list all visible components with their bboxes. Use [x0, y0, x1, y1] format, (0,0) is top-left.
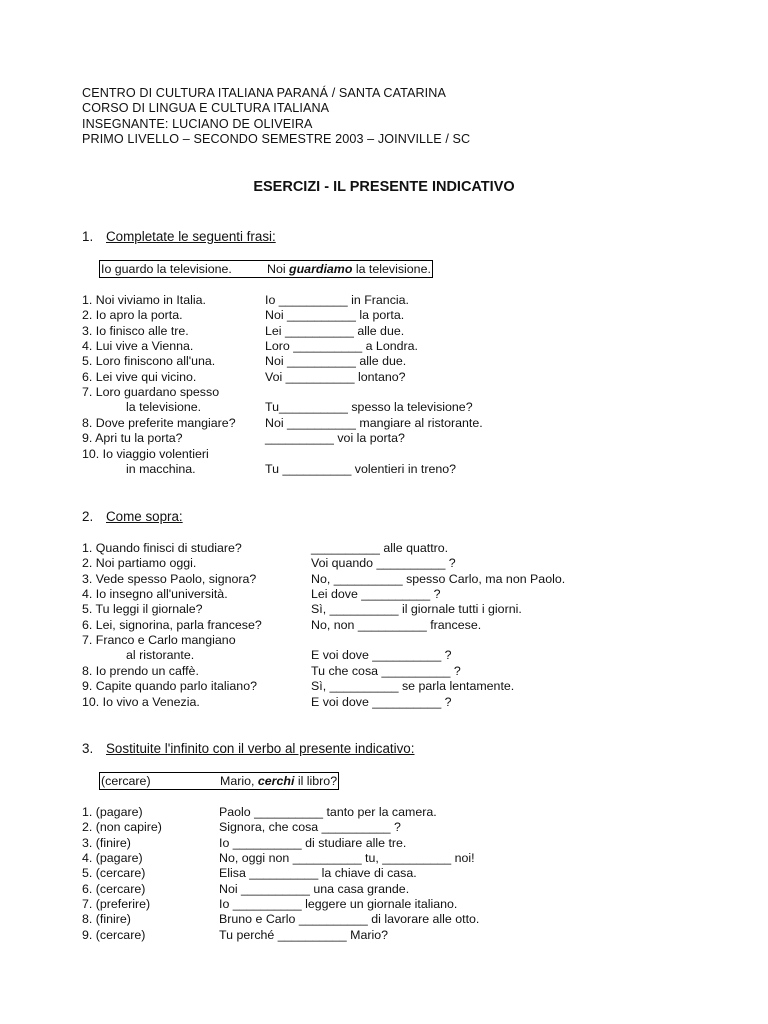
exercise-answer-line: Voi __________ lontano?	[265, 369, 406, 384]
example-3-right-after: il libro?	[294, 774, 338, 788]
exercise-prompt: 2. Io apro la porta.	[82, 308, 183, 323]
exercise-prompt: 9. Capite quando parlo italiano?	[82, 679, 257, 694]
exercise-prompt: 1. Noi viviamo in Italia.	[82, 293, 206, 307]
exercise-answer-line: No, oggi non __________ tu, __________ noi!	[219, 851, 475, 866]
section-1-heading	[82, 229, 276, 244]
exercise-answer-line: Tu__________ spesso la televisione?	[265, 400, 473, 415]
exercise-answer-line: Signora, che cosa __________ ?	[219, 820, 401, 835]
exercise-prompt: 8. (finire)	[82, 912, 131, 927]
section-1-title: Completate le seguenti frasi:	[106, 229, 276, 244]
section-2-number: 2.	[82, 509, 94, 524]
section-3-example-box	[99, 772, 339, 790]
exercise-prompt: 4. (pagare)	[82, 851, 143, 866]
exercise-answer-line: E voi dove __________ ?	[311, 648, 452, 663]
example-3-right-before: Mario,	[220, 774, 258, 788]
exercise-answer-line: Voi quando __________ ?	[311, 556, 456, 571]
exercise-answer-line: Tu __________ volentieri in treno?	[265, 461, 457, 476]
section-3-heading	[82, 741, 414, 756]
exercise-answer-line: Noi __________ alle due.	[265, 354, 407, 369]
exercise-prompt: 9. (cercare)	[82, 927, 146, 942]
exercise-answer-line: No, non __________ francese.	[311, 617, 482, 632]
exercise-answer-line: Tu che cosa __________ ?	[311, 663, 461, 678]
exercise-answer-line: Io __________ in Francia.	[265, 293, 409, 307]
section-1-example-box	[99, 260, 433, 278]
exercise-answer-line: Noi __________ la porta.	[265, 308, 405, 323]
exercise-prompt: 2. Noi partiamo oggi.	[82, 556, 197, 571]
exercise-answer-line: Paolo __________ tanto per la camera.	[219, 805, 437, 819]
exercise-prompt: 2. (non capire)	[82, 820, 162, 835]
exercise-prompt: 1. (pagare)	[82, 805, 143, 819]
exercise-prompt: 3. Vede spesso Paolo, signora?	[82, 571, 257, 586]
exercise-answer-line: Bruno e Carlo __________ di lavorare alle otto.	[219, 912, 480, 927]
exercise-prompt: 1. Quando finisci di studiare?	[82, 541, 242, 555]
section-1-number: 1.	[82, 229, 94, 244]
example-3-right-bold: cerchi	[257, 774, 295, 788]
exercise-prompt: 5. (cercare)	[82, 866, 146, 881]
exercise-prompt: 7. Loro guardano spesso	[82, 385, 220, 400]
example-1-left: Io guardo la televisione.	[101, 262, 232, 276]
exercise-prompt: 6. Lei, signorina, parla francese?	[82, 617, 262, 632]
exercise-prompt: in macchina.	[126, 461, 196, 476]
exercise-prompt: 3. Io finisco alle tre.	[82, 323, 189, 338]
exercise-prompt: 5. Loro finiscono all'una.	[82, 354, 216, 369]
exercise-answer-line: Noi __________ una casa grande.	[219, 881, 410, 896]
example-3-left: (cercare)	[101, 774, 151, 788]
exercise-prompt: al ristorante.	[126, 648, 195, 663]
exercise-answer-line: Elisa __________ la chiave di casa.	[219, 866, 417, 881]
header-line-4: PRIMO LIVELLO – SECONDO SEMESTRE 2003 – JOINVILLE / SC	[82, 132, 471, 147]
exercise-answer-line: Sì, __________ se parla lentamente.	[311, 679, 515, 694]
exercise-prompt: 10. Io viaggio volentieri	[82, 446, 209, 461]
page-title: ESERCIZI - IL PRESENTE INDICATIVO	[253, 179, 515, 195]
exercise-answer-line: Lei __________ alle due.	[265, 323, 405, 338]
exercise-answer-line: E voi dove __________ ?	[311, 694, 452, 709]
exercise-prompt: 10. Io vivo a Venezia.	[82, 694, 200, 709]
exercise-prompt: 3. (finire)	[82, 835, 131, 850]
exercise-prompt: 7. (preferire)	[82, 897, 151, 912]
exercise-answer-line: Noi __________ mangiare al ristorante.	[265, 415, 483, 430]
section-2-heading	[82, 509, 183, 524]
exercise-prompt: 8. Io prendo un caffè.	[82, 663, 199, 678]
exercise-prompt: 9. Apri tu la porta?	[82, 431, 183, 446]
exercise-prompt: 5. Tu leggi il giornale?	[82, 602, 203, 617]
example-1-right-before: Noi	[267, 262, 290, 276]
exercise-answer-line: Io __________ leggere un giornale italiano.	[219, 897, 458, 912]
header-block	[82, 86, 470, 148]
exercise-prompt: 4. Lui vive a Vienna.	[82, 339, 194, 354]
section-3-number: 3.	[82, 741, 94, 756]
exercise-answer-line: Io __________ di studiare alle tre.	[219, 835, 407, 850]
exercise-answer-line: __________ alle quattro.	[311, 541, 449, 555]
exercise-prompt: 8. Dove preferite mangiare?	[82, 415, 236, 430]
example-1-right-after: la televisione.	[352, 262, 431, 276]
exercise-answer-line: Sì, __________ il giornale tutti i giorni.	[311, 602, 522, 617]
exercise-prompt: 6. Lei vive qui vicino.	[82, 369, 197, 384]
exercise-prompt: la televisione.	[126, 400, 202, 415]
exercise-answer-line: __________ voi la porta?	[265, 431, 405, 446]
exercise-answer-line: No, __________ spesso Carlo, ma non Paolo.	[311, 571, 566, 586]
section-3-title: Sostituite l'infinito con il verbo al presente indicativo:	[106, 741, 415, 756]
exercise-answer-line: Tu perché __________ Mario?	[219, 927, 388, 942]
header-line-2: CORSO DI LINGUA E CULTURA ITALIANA	[82, 101, 330, 116]
exercise-answer-line: Lei dove __________ ?	[311, 587, 441, 602]
header-line-1: CENTRO DI CULTURA ITALIANA PARANÁ / SANTA CATARINA	[82, 86, 446, 100]
exercise-prompt: 4. Io insegno all'università.	[82, 587, 228, 602]
exercise-answer-line: Loro __________ a Londra.	[265, 339, 418, 354]
header-line-3: INSEGNANTE: LUCIANO DE OLIVEIRA	[82, 116, 313, 131]
section-2-title: Come sopra:	[106, 509, 183, 524]
exercise-prompt: 7. Franco e Carlo mangiano	[82, 633, 236, 648]
exercise-prompt: 6. (cercare)	[82, 881, 146, 896]
example-1-right-bold: guardiamo	[289, 262, 353, 276]
